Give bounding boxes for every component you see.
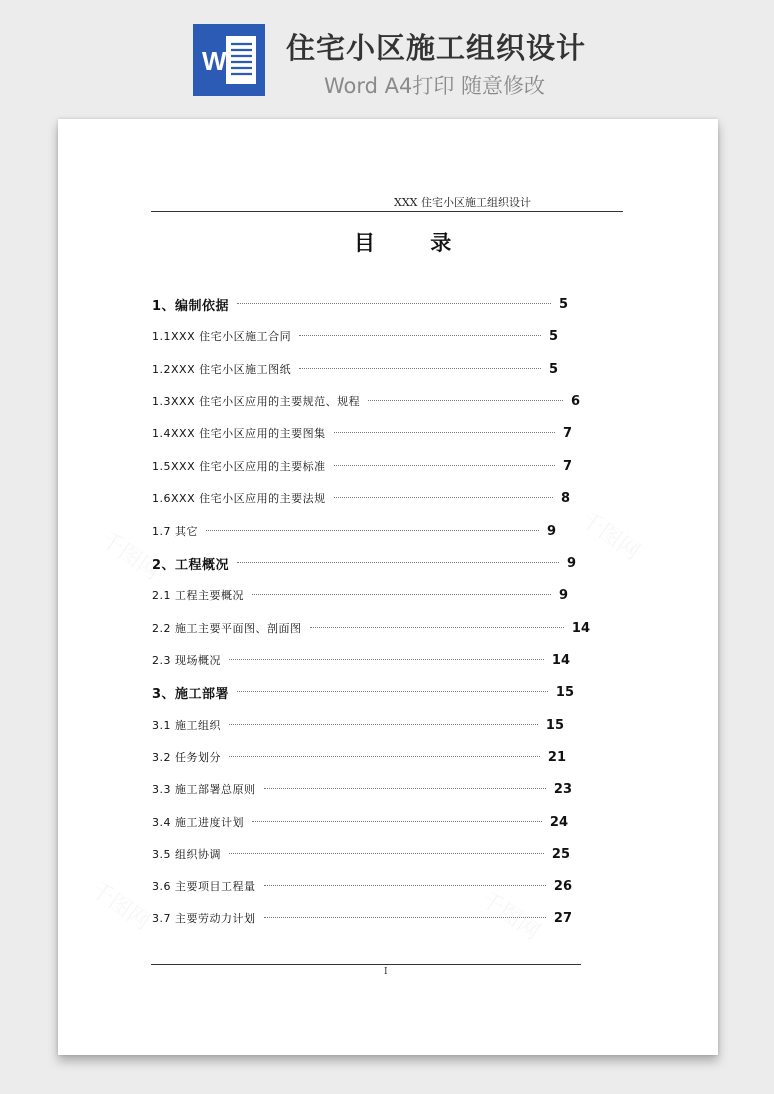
word-doc-icon (193, 24, 265, 96)
toc-entry[interactable] (152, 521, 556, 541)
toc-entry-label: 2、工程概况 (152, 557, 230, 573)
toc-dot-leader (237, 562, 559, 563)
toc-dot-leader (264, 917, 546, 918)
toc-dot-leader (334, 432, 555, 433)
toc-entry-page-number: 21 (547, 749, 566, 765)
toc-entry-page-number: 27 (553, 910, 572, 926)
toc-entry[interactable] (152, 908, 572, 928)
toc-entry-page-number: 9 (546, 523, 556, 539)
toc-entry-label: 2.1 工程主要概况 (152, 589, 244, 602)
toc-dot-leader (229, 756, 540, 757)
toc-entry[interactable] (152, 294, 568, 314)
toc-entry-label: 3.1 施工组织 (152, 719, 221, 732)
toc-entry-label: 1.6XXX 住宅小区应用的主要法规 (152, 492, 326, 505)
toc-entry-label: 3.4 施工进度计划 (152, 816, 244, 829)
page-number: I (384, 967, 388, 977)
toc-entry-page-number: 23 (553, 781, 572, 797)
toc-entry-page-number: 26 (553, 878, 572, 894)
toc-entry-label: 1.5XXX 住宅小区应用的主要标准 (152, 460, 326, 473)
toc-entry-page-number: 5 (548, 361, 558, 377)
footer-divider (151, 964, 581, 965)
toc-dot-leader (237, 691, 548, 692)
toc-entry-label: 1、编制依据 (152, 298, 230, 314)
toc-dot-leader (299, 335, 541, 336)
toc-entry-page-number: 14 (571, 620, 590, 636)
toc-title: 目 录 (354, 231, 476, 255)
toc-entry-label: 2.2 施工主要平面图、剖面图 (152, 622, 302, 635)
toc-entry-page-number: 8 (560, 490, 570, 506)
toc-entry[interactable] (152, 747, 566, 767)
toc-dot-leader (334, 497, 553, 498)
banner-title: 住宅小区施工组织设计 (286, 31, 587, 65)
toc-entry-page-number: 14 (551, 652, 570, 668)
toc-entry-label: 1.1XXX 住宅小区施工合同 (152, 330, 292, 343)
toc-dot-leader (229, 659, 544, 660)
toc-entry-page-number: 9 (558, 587, 568, 603)
toc-entry-label: 1.3XXX 住宅小区应用的主要规范、规程 (152, 395, 361, 408)
toc-entry-page-number: 15 (545, 717, 564, 733)
toc-entry[interactable] (152, 715, 564, 735)
toc-entry-page-number: 9 (566, 555, 576, 571)
toc-entry[interactable] (152, 391, 580, 411)
toc-entry-page-number: 7 (562, 425, 572, 441)
toc-entry-label: 3.2 任务划分 (152, 751, 221, 764)
watermark (85, 873, 157, 936)
toc-dot-leader (252, 821, 542, 822)
toc-dot-leader (334, 465, 555, 466)
toc-entry[interactable] (152, 618, 590, 638)
toc-entry-label: 3.3 施工部署总原则 (152, 783, 256, 796)
toc-entry-label: 1.7 其它 (152, 525, 198, 538)
header-divider (151, 211, 623, 212)
page-header: XXX 住宅小区施工组织设计 (394, 196, 531, 209)
toc-entry[interactable] (152, 779, 572, 799)
toc-entry-label: 3.5 组织协调 (152, 848, 221, 861)
toc-entry[interactable] (152, 456, 572, 476)
toc-entry-page-number: 7 (562, 458, 572, 474)
toc-dot-leader (229, 724, 538, 725)
toc-entry[interactable] (152, 326, 558, 346)
toc-entry[interactable] (152, 844, 570, 864)
toc-dot-leader (229, 853, 544, 854)
toc-entry[interactable] (152, 876, 572, 896)
svg-text:W: W (202, 46, 227, 76)
toc-entry[interactable] (152, 359, 558, 379)
toc-dot-leader (310, 627, 564, 628)
toc-entry[interactable] (152, 553, 576, 573)
toc-dot-leader (252, 594, 551, 595)
toc-entry[interactable] (152, 423, 572, 443)
toc-dot-leader (368, 400, 563, 401)
toc-entry[interactable] (152, 650, 570, 670)
toc-dot-leader (237, 303, 551, 304)
toc-dot-leader (264, 885, 546, 886)
toc-entry-page-number: 5 (548, 328, 558, 344)
toc-entry[interactable] (152, 585, 568, 605)
watermark (575, 503, 647, 566)
toc-entry[interactable] (152, 488, 570, 508)
toc-entry-page-number: 24 (549, 814, 568, 830)
toc-entry-page-number: 15 (555, 684, 574, 700)
banner-subtitle: Word A4打印 随意修改 (324, 74, 546, 98)
toc-dot-leader (206, 530, 539, 531)
toc-entry-page-number: 5 (558, 296, 568, 312)
toc-entry-label: 1.2XXX 住宅小区施工图纸 (152, 363, 292, 376)
banner (0, 0, 774, 110)
toc-entry-page-number: 6 (570, 393, 580, 409)
toc-entry[interactable] (152, 682, 574, 702)
toc-entry-label: 3、施工部署 (152, 686, 230, 702)
toc-dot-leader (264, 788, 546, 789)
document-page (58, 119, 718, 1055)
toc-entry-label: 3.7 主要劳动力计划 (152, 912, 256, 925)
toc-dot-leader (299, 368, 541, 369)
toc-entry-label: 3.6 主要项目工程量 (152, 880, 256, 893)
toc-entry-label: 2.3 现场概况 (152, 654, 221, 667)
toc-entry[interactable] (152, 812, 568, 832)
toc-entry-page-number: 25 (551, 846, 570, 862)
toc-entry-label: 1.4XXX 住宅小区应用的主要图集 (152, 427, 326, 440)
